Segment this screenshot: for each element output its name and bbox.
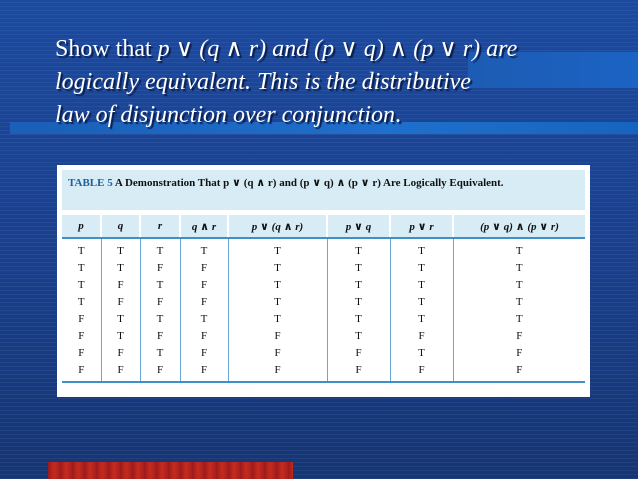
table-cell: F <box>180 327 228 344</box>
table-cell: T <box>390 276 453 293</box>
table-cell: F <box>327 344 390 361</box>
table-cell: T <box>327 238 390 259</box>
table-cell: T <box>327 259 390 276</box>
table-panel <box>57 165 590 397</box>
table-cell: T <box>390 344 453 361</box>
table-cell: T <box>62 259 101 276</box>
table-cell: F <box>101 361 140 382</box>
table-cell: F <box>180 344 228 361</box>
column-header: p <box>62 215 101 238</box>
table-row <box>62 293 585 310</box>
table-cell: T <box>327 310 390 327</box>
title-segment: . <box>394 102 401 128</box>
table-cell: T <box>180 310 228 327</box>
title-segment: p ∨ (q ∧ r) and (p ∨ q) ∧ (p ∨ r) are <box>157 36 518 62</box>
table-cell: F <box>516 346 523 359</box>
table-cell: T <box>101 259 140 276</box>
table-cell: F <box>228 361 327 382</box>
table-cell: F <box>390 361 453 382</box>
table-cell: T <box>390 293 453 310</box>
table-cell: T <box>62 293 101 310</box>
table-cell: F <box>180 361 228 382</box>
table-cell: F <box>327 361 390 382</box>
table-cell: F <box>140 293 180 310</box>
table-cell: T <box>327 276 390 293</box>
table-cell: T <box>228 276 327 293</box>
table-cell: F <box>228 344 327 361</box>
table-cell: T <box>228 259 327 276</box>
table-cell: F <box>140 259 180 276</box>
title-segment: law of disjunction over conjunction <box>55 102 395 128</box>
table-cell: F <box>228 327 327 344</box>
table-caption-text: A Demonstration That p ∨ (q ∧ r) and (p ∨ q) ∧ (p ∨ r) Are Logically Equivalent. <box>114 177 504 189</box>
table-cell: T <box>140 276 180 293</box>
table-cell: F <box>140 327 180 344</box>
table-cell: F <box>390 327 453 344</box>
table-cell: T <box>140 238 180 259</box>
table-cell: F <box>101 276 140 293</box>
table-cell: T <box>228 310 327 327</box>
table-cell: F <box>62 344 101 361</box>
column-header: (p ∨ q) ∧ (p ∨ r) <box>453 215 585 238</box>
table-cell: T <box>390 259 453 276</box>
table-cell: T <box>62 276 101 293</box>
decorative-band-bottom <box>48 462 293 479</box>
table-cell: T <box>390 238 453 259</box>
table-cell: T <box>101 327 140 344</box>
table-cell: F <box>453 361 585 382</box>
table-row <box>62 259 585 276</box>
column-header: p ∨ r <box>390 215 453 238</box>
table-cell: F <box>140 361 180 382</box>
column-header: p ∨ (q ∧ r) <box>228 215 327 238</box>
table-cell: F <box>180 276 228 293</box>
truth-table <box>62 215 585 383</box>
table-row <box>62 344 585 361</box>
table-row <box>62 327 585 344</box>
table-cell: T <box>515 312 523 325</box>
table-caption <box>62 170 585 210</box>
table-cell: T <box>390 310 453 327</box>
table-cell: T <box>327 293 390 310</box>
table-cell: T <box>180 238 228 259</box>
table-cell: F <box>180 259 228 276</box>
table-cell: T <box>62 238 101 259</box>
table-number: TABLE 5 <box>68 177 113 189</box>
table-header-row <box>62 215 585 238</box>
column-header: q <box>101 215 140 238</box>
table-row <box>62 361 585 382</box>
table-cell: T <box>101 310 140 327</box>
column-header: r <box>140 215 180 238</box>
column-header: q ∧ r <box>180 215 228 238</box>
table-cell: T <box>515 295 523 308</box>
table-cell: T <box>140 344 180 361</box>
table-cell: F <box>180 293 228 310</box>
table-body <box>62 238 585 382</box>
column-header: p ∨ q <box>327 215 390 238</box>
table-cell: T <box>515 261 523 274</box>
table-cell: F <box>101 293 140 310</box>
table-cell: T <box>228 238 327 259</box>
table-cell: F <box>516 329 523 342</box>
table-row <box>62 276 585 293</box>
slide-title <box>55 33 615 132</box>
table-cell: F <box>62 327 101 344</box>
table-cell: T <box>228 293 327 310</box>
table-row <box>62 238 585 259</box>
table-cell: F <box>101 344 140 361</box>
table-cell: T <box>101 238 140 259</box>
table-cell: T <box>515 278 523 291</box>
table-cell: T <box>140 310 180 327</box>
table-cell: F <box>62 310 101 327</box>
table-cell: T <box>327 327 390 344</box>
table-cell: F <box>62 361 101 382</box>
table-cell: T <box>515 244 523 257</box>
table-row <box>62 310 585 327</box>
title-segment: Show that <box>55 36 158 62</box>
title-segment: logically equivalent. This is the distributive <box>55 69 471 95</box>
